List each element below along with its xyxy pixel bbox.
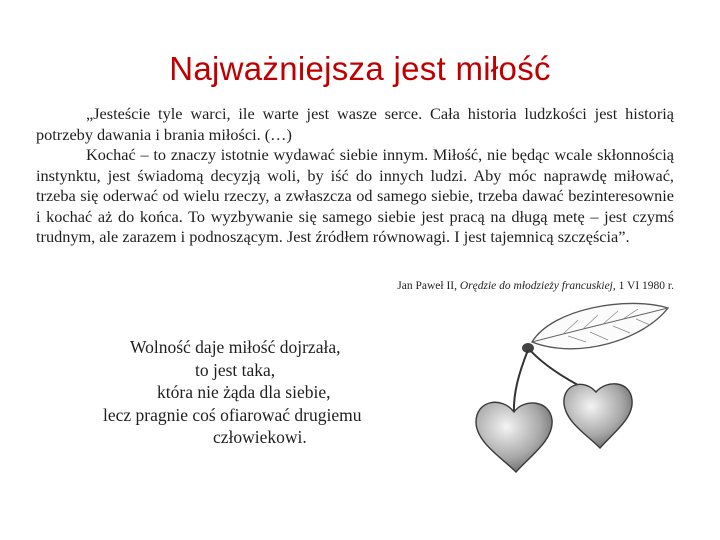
quote-paragraph-1: „Jesteście tyle warci, ile warte jest wasze serce. Cała historia ludzkości jest historią potrzeby dawania i brania miłości. (…) <box>36 104 674 144</box>
attribution-work: Orędzie do młodzieży francuskiej, <box>459 280 616 292</box>
attribution-date: 1 VI 1980 r. <box>618 280 674 292</box>
quote-paragraph-2: Kochać – to znaczy istotnie wydawać siebie innym. Miłość, nie będąc wcale skłonnością instynktu, jest świadomą decyzją woli, by iść do innych ludzi. Aby móc naprawdę miłować, trzeba się oderwać od wielu rzeczy, a zwłaszcza od samego siebie, trzeba dawać bezinteresownie i kochać aż do końca. To wyzbywanie się samego siebie jest pracą na długą metę – jest czymś trudnym, ale zarazem i podnoszącym. Jest źródłem równowagi. I jest tajemnicą szczęścia”. <box>36 145 674 246</box>
slide-title: Najważniejsza jest miłość <box>169 50 551 87</box>
attribution-author: Jan Paweł II, <box>397 280 457 292</box>
leaf-icon <box>532 303 668 348</box>
heart-cherries-icon <box>468 300 678 475</box>
quote-attribution <box>300 280 674 292</box>
poem-line: która nie żąda dla siebie, <box>157 382 331 402</box>
poem-line: Wolność daje miłość dojrzała, <box>130 337 341 357</box>
quote-block <box>36 104 674 248</box>
poem-line: lecz pragnie coś ofiarować drugiemu <box>103 404 362 425</box>
poem-line: to jest taka, <box>195 359 276 380</box>
left-heart-cherry-icon <box>476 402 552 472</box>
poem <box>95 336 475 449</box>
poem-line: człowiekowi. <box>213 427 307 447</box>
right-heart-cherry-icon <box>564 384 632 448</box>
